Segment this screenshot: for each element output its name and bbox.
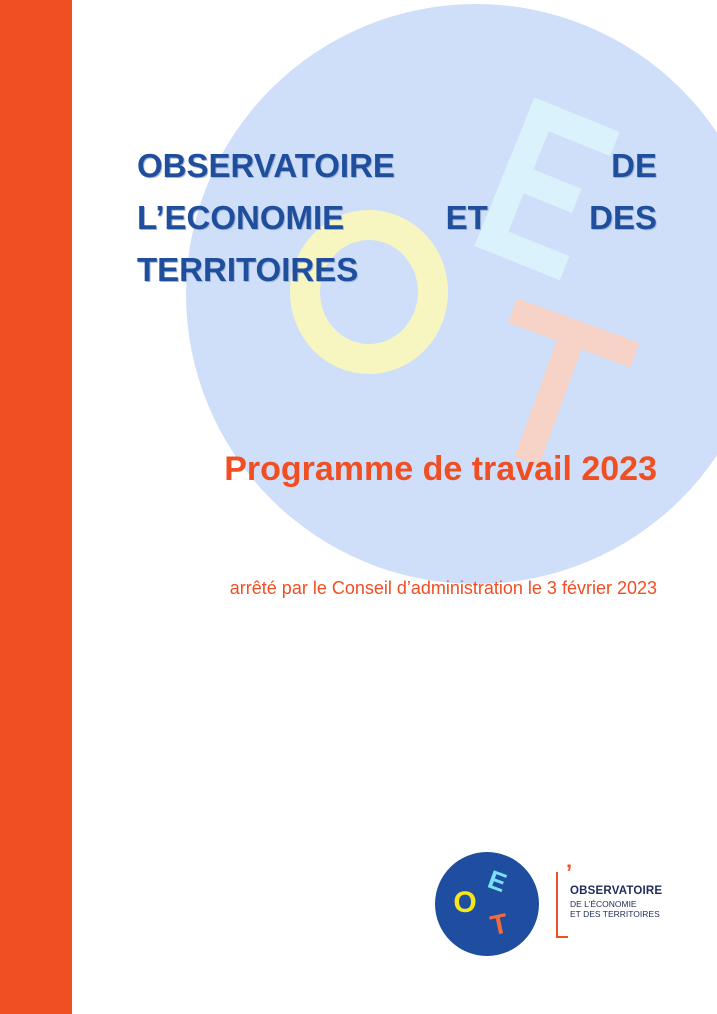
title-word: DE xyxy=(611,147,657,184)
title-word: TERRITOIRES xyxy=(137,251,359,288)
approval-note: arrêté par le Conseil d’administration le 3 février 2023 xyxy=(229,578,657,598)
logo-line-1: OBSERVATOIRE xyxy=(570,885,663,897)
logo-line-3: ET DES TERRITOIRES xyxy=(570,909,660,919)
document-subtitle: Programme de travail 2023 xyxy=(224,450,657,488)
left-orange-band xyxy=(0,0,72,1014)
title-line-2 xyxy=(137,192,657,244)
title-word: ET xyxy=(445,199,488,236)
title-word: DES xyxy=(589,199,657,236)
logo-letter-e: E xyxy=(484,863,511,899)
oet-logo-icon xyxy=(435,852,539,956)
logo-apostrophe: ’ xyxy=(566,860,573,885)
title-line-3 xyxy=(137,244,657,296)
logo-line-2: DE L’ÉCONOMIE xyxy=(570,899,637,909)
title-line-1 xyxy=(137,140,657,192)
title-word: OBSERVATOIRE xyxy=(137,147,395,184)
logo-letter-t: T xyxy=(487,907,511,942)
oet-logo-wordmark xyxy=(556,860,706,938)
document-title xyxy=(137,140,657,296)
logo-letter-o: O xyxy=(453,886,477,919)
title-word: L’ECONOMIE xyxy=(137,199,345,236)
